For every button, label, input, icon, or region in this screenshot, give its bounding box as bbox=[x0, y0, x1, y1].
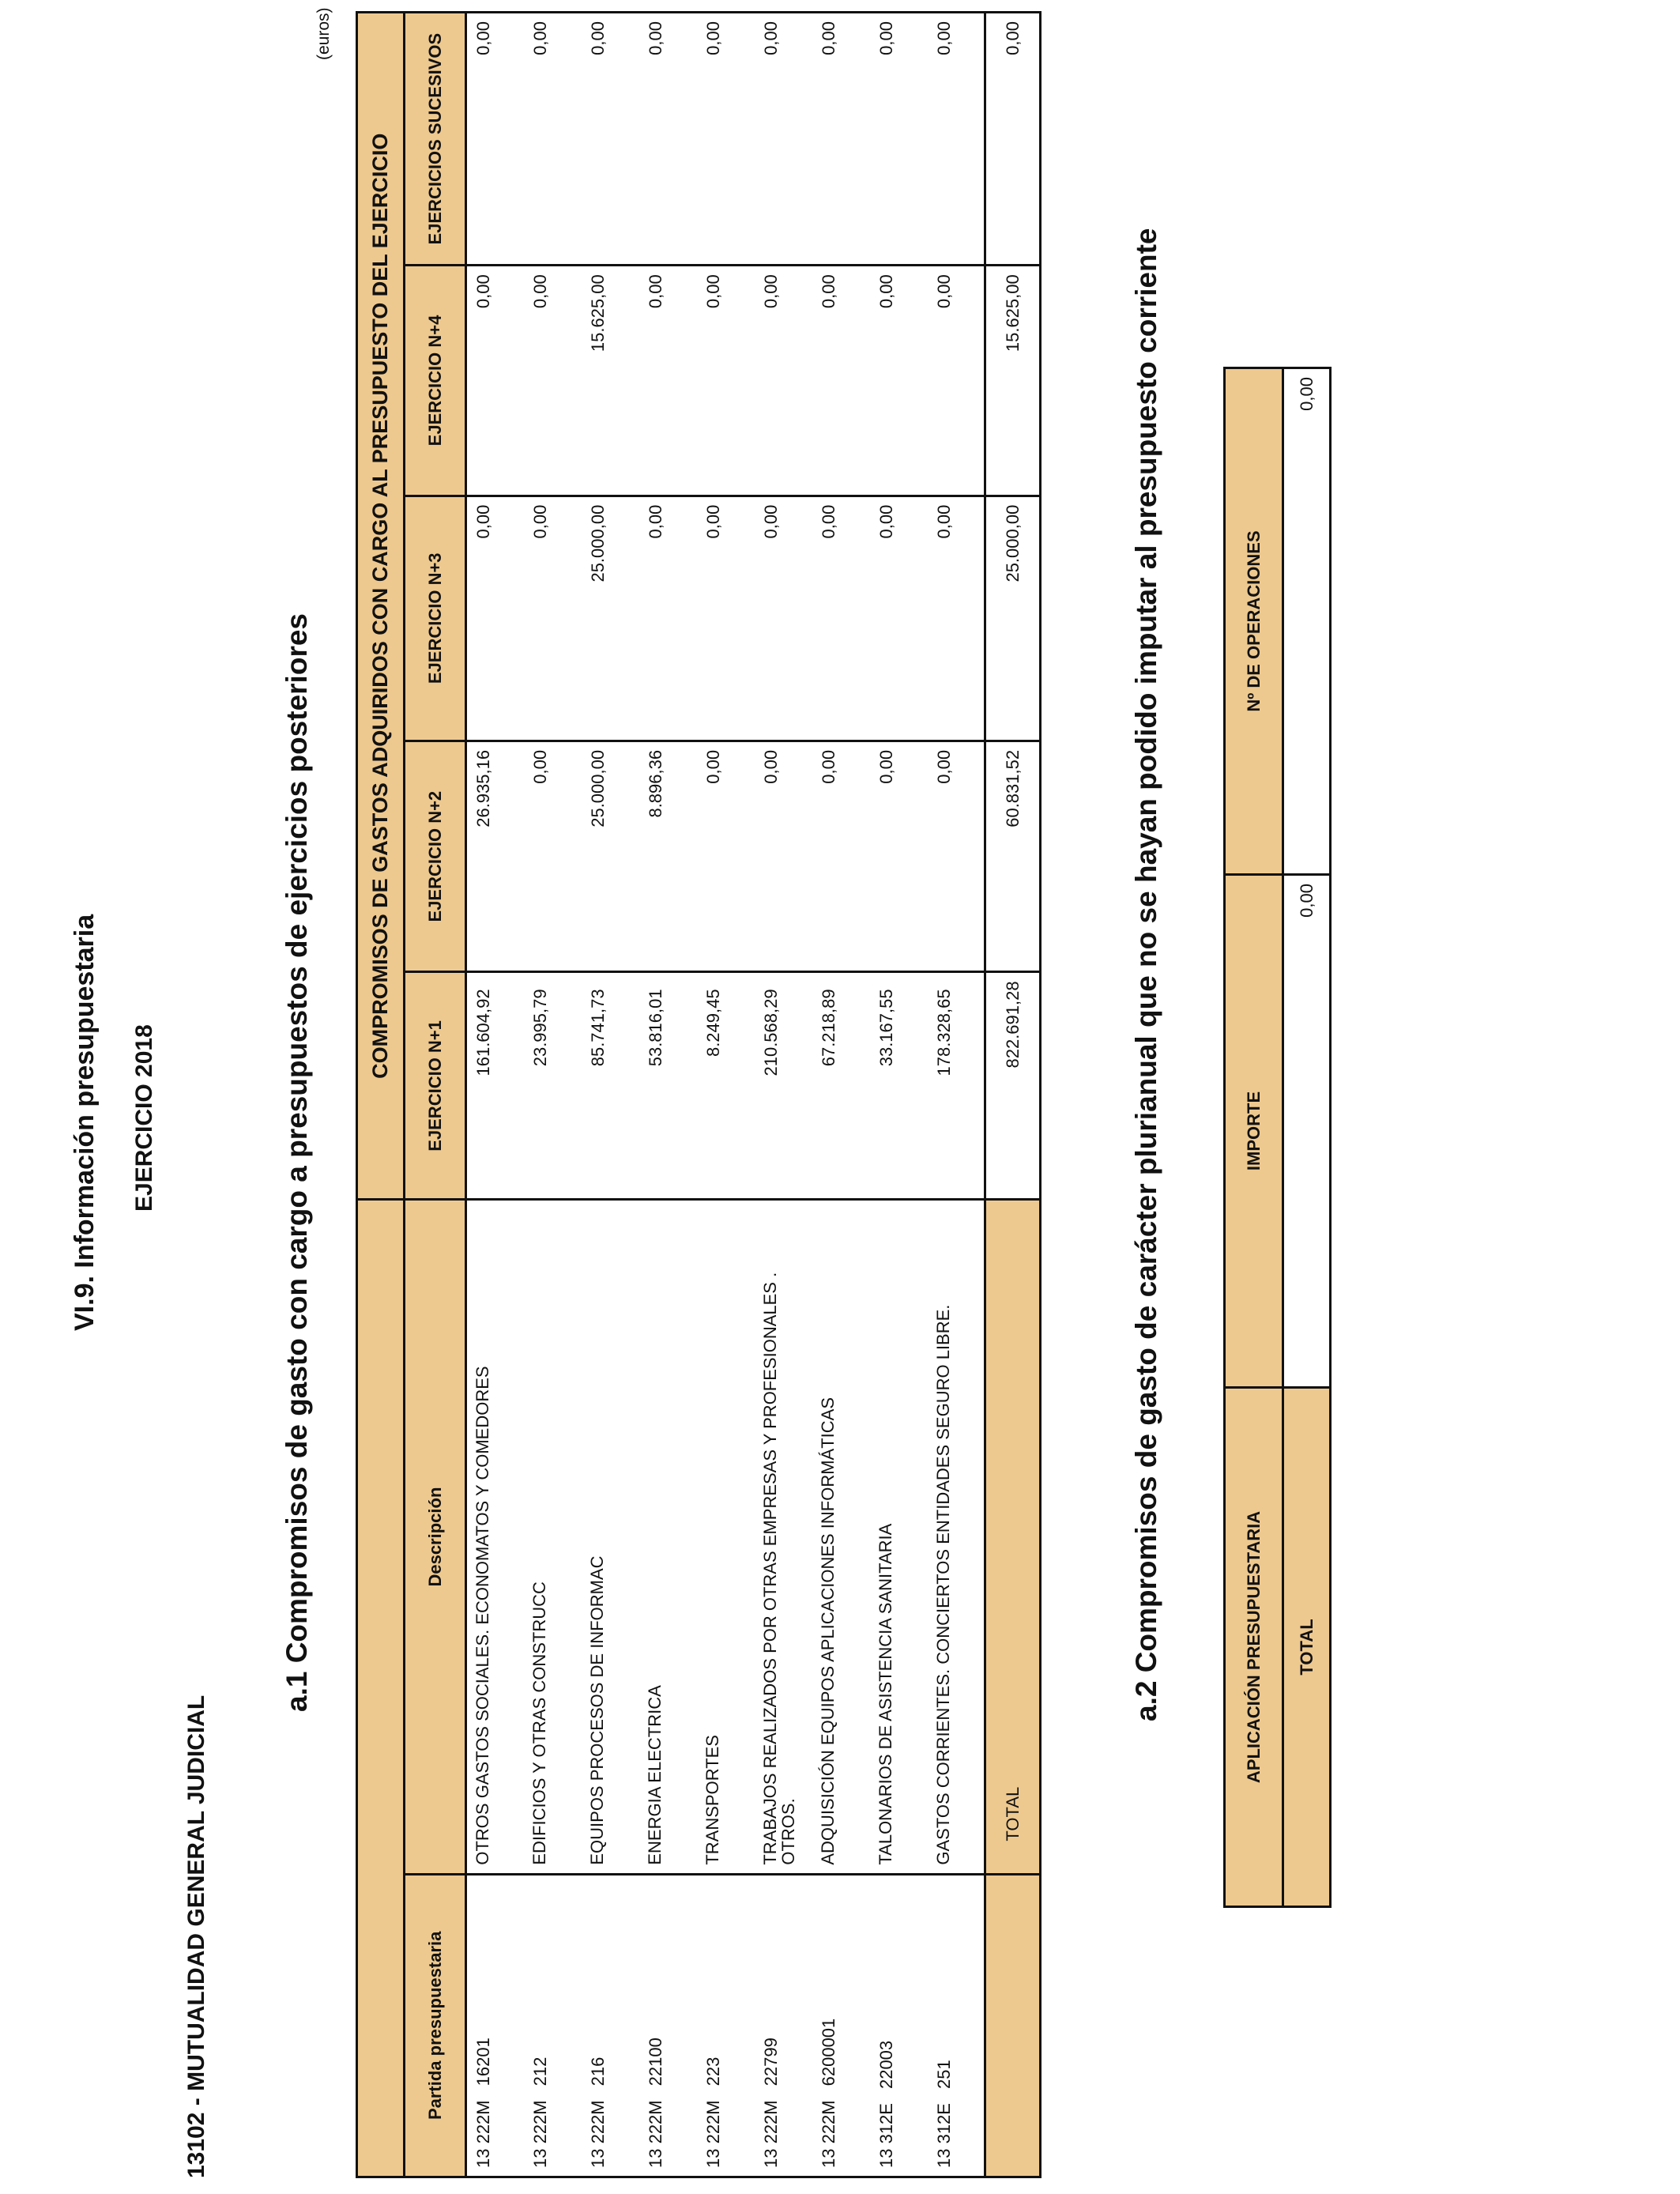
table-row bbox=[582, 13, 639, 2177]
a2-total-label: TOTAL bbox=[1283, 1387, 1331, 1906]
n4-cell: 15.625,00 bbox=[582, 266, 639, 496]
sucesivos-cell: 0,00 bbox=[524, 13, 582, 266]
description-cell: EQUIPOS PROCESOS DE INFORMAC bbox=[582, 1200, 639, 1874]
partida-code: 13 222M bbox=[703, 2100, 723, 2168]
partida-subconcept: 251 bbox=[933, 2060, 954, 2090]
partida-cell bbox=[812, 1874, 870, 2177]
commitments-table bbox=[356, 11, 1042, 2178]
col-n1: EJERCICIO N+1 bbox=[405, 972, 466, 1200]
n4-cell: 0,00 bbox=[755, 266, 812, 496]
col-partida: Partida presupuestaria bbox=[405, 1874, 466, 2177]
table-row bbox=[870, 13, 928, 2177]
n1-cell: 85.741,73 bbox=[582, 972, 639, 1200]
partida-code: 13 222M bbox=[645, 2100, 665, 2168]
description-cell: ADQUISICIÓN EQUIPOS APLICACIONES INFORMÁTICAS bbox=[812, 1200, 870, 1874]
col-n4: EJERCICIO N+4 bbox=[405, 266, 466, 496]
partida-code: 13 222M bbox=[818, 2100, 838, 2168]
n2-cell: 0,00 bbox=[697, 741, 755, 972]
n3-cell: 0,00 bbox=[928, 496, 985, 741]
total-blank-cell bbox=[985, 1874, 1041, 2177]
partida-subconcept: 16201 bbox=[473, 2038, 493, 2087]
col-n3: EJERCICIO N+3 bbox=[405, 496, 466, 741]
plurianual-table bbox=[1223, 367, 1332, 1908]
partida-subconcept: 22003 bbox=[876, 2040, 896, 2090]
n2-cell: 25.000,00 bbox=[582, 741, 639, 972]
sucesivos-cell: 0,00 bbox=[582, 13, 639, 266]
n2-cell: 26.935,16 bbox=[466, 741, 524, 972]
partida-cell bbox=[639, 1874, 697, 2177]
partida-subconcept: 223 bbox=[703, 2056, 723, 2087]
partida-code: 13 222M bbox=[529, 2100, 550, 2168]
col-importe: IMPORTE bbox=[1225, 875, 1283, 1388]
n1-cell: 161.604,92 bbox=[466, 972, 524, 1200]
n4-cell: 0,00 bbox=[812, 266, 870, 496]
n3-cell: 0,00 bbox=[755, 496, 812, 741]
table-row bbox=[812, 13, 870, 2177]
n1-cell: 53.816,01 bbox=[639, 972, 697, 1200]
col-operaciones: Nº DE OPERACIONES bbox=[1225, 368, 1283, 875]
partida-subconcept: 212 bbox=[529, 2056, 550, 2087]
total-n3: 25.000,00 bbox=[985, 496, 1041, 741]
partida-code: 13 312E bbox=[933, 2103, 954, 2168]
col-aplicacion: APLICACIÓN PRESUPUESTARIA bbox=[1225, 1387, 1283, 1906]
group-header: COMPROMISOS DE GASTOS ADQUIRIDOS CON CARGO AL PRESUPUESTO DEL EJERCICIO bbox=[357, 13, 405, 1200]
table-row bbox=[466, 13, 524, 2177]
units-note: (euros) bbox=[315, 7, 333, 60]
partida-cell bbox=[466, 1874, 524, 2177]
n1-cell: 8.249,45 bbox=[697, 972, 755, 1200]
partida-subconcept: 22100 bbox=[645, 2038, 665, 2087]
partida-cell bbox=[524, 1874, 582, 2177]
n3-cell: 0,00 bbox=[524, 496, 582, 741]
n1-cell: 210.568,29 bbox=[755, 972, 812, 1200]
n4-cell: 0,00 bbox=[639, 266, 697, 496]
partida-subconcept: 216 bbox=[587, 2056, 608, 2087]
total-sucesivos: 0,00 bbox=[985, 13, 1041, 266]
n4-cell: 0,00 bbox=[524, 266, 582, 496]
n3-cell: 25.000,00 bbox=[582, 496, 639, 741]
total-n2: 60.831,52 bbox=[985, 741, 1041, 972]
n3-cell: 0,00 bbox=[697, 496, 755, 741]
sucesivos-cell: 0,00 bbox=[928, 13, 985, 266]
partida-code: 13 312E bbox=[876, 2103, 896, 2168]
n2-cell: 0,00 bbox=[870, 741, 928, 972]
table-row bbox=[697, 13, 755, 2177]
a2-total-importe: 0,00 bbox=[1283, 875, 1331, 1388]
description-cell: TRABAJOS REALIZADOS POR OTRAS EMPRESAS Y PROFESIONALES . OTROS. bbox=[755, 1200, 812, 1874]
partida-subconcept: 6200001 bbox=[818, 2018, 838, 2087]
header-blank bbox=[357, 1200, 405, 2177]
n4-cell: 0,00 bbox=[697, 266, 755, 496]
n3-cell: 0,00 bbox=[870, 496, 928, 741]
partida-cell bbox=[697, 1874, 755, 2177]
n2-cell: 0,00 bbox=[812, 741, 870, 972]
n1-cell: 67.218,89 bbox=[812, 972, 870, 1200]
n2-cell: 8.896,36 bbox=[639, 741, 697, 972]
partida-code: 13 222M bbox=[587, 2100, 608, 2168]
n1-cell: 23.995,79 bbox=[524, 972, 582, 1200]
sucesivos-cell: 0,00 bbox=[755, 13, 812, 266]
description-cell: EDIFICIOS Y OTRAS CONSTRUCC bbox=[524, 1200, 582, 1874]
description-cell: GASTOS CORRIENTES. CONCIERTOS ENTIDADES SEGURO LIBRE. bbox=[928, 1200, 985, 1874]
entity-title: 13102 - MUTUALIDAD GENERAL JUDICIAL bbox=[183, 1695, 209, 2178]
table-row bbox=[928, 13, 985, 2177]
n3-cell: 0,00 bbox=[639, 496, 697, 741]
partida-code: 13 222M bbox=[473, 2100, 493, 2168]
n4-cell: 0,00 bbox=[870, 266, 928, 496]
total-row bbox=[985, 13, 1041, 2177]
n4-cell: 0,00 bbox=[928, 266, 985, 496]
year-title: EJERCICIO 2018 bbox=[131, 1024, 157, 1212]
description-cell: TALONARIOS DE ASISTENCIA SANITARIA bbox=[870, 1200, 928, 1874]
col-n2: EJERCICIO N+2 bbox=[405, 741, 466, 972]
n1-cell: 33.167,55 bbox=[870, 972, 928, 1200]
partida-code: 13 222M bbox=[760, 2100, 781, 2168]
n4-cell: 0,00 bbox=[466, 266, 524, 496]
partida-cell bbox=[928, 1874, 985, 2177]
a2-total-operaciones: 0,00 bbox=[1283, 368, 1331, 875]
table-row bbox=[639, 13, 697, 2177]
sucesivos-cell: 0,00 bbox=[870, 13, 928, 266]
n1-cell: 178.328,65 bbox=[928, 972, 985, 1200]
section-title: VI.9. Información presupuestaria bbox=[70, 914, 100, 1331]
n2-cell: 0,00 bbox=[524, 741, 582, 972]
partida-cell bbox=[582, 1874, 639, 2177]
partida-cell bbox=[870, 1874, 928, 2177]
description-cell: TRANSPORTES bbox=[697, 1200, 755, 1874]
table-row bbox=[524, 13, 582, 2177]
n2-cell: 0,00 bbox=[755, 741, 812, 972]
n2-cell: 0,00 bbox=[928, 741, 985, 972]
partida-subconcept: 22799 bbox=[760, 2038, 781, 2087]
n3-cell: 0,00 bbox=[466, 496, 524, 741]
sucesivos-cell: 0,00 bbox=[639, 13, 697, 266]
sucesivos-cell: 0,00 bbox=[466, 13, 524, 266]
col-descripcion: Descripción bbox=[405, 1200, 466, 1874]
partida-cell bbox=[755, 1874, 812, 2177]
total-n4: 15.625,00 bbox=[985, 266, 1041, 496]
a2-total-row bbox=[1283, 368, 1331, 1907]
total-n1: 822.691,28 bbox=[985, 972, 1041, 1200]
a2-title: a.2 Compromisos de gasto de carácter plurianual que no se hayan podido imputar al presupuesto corriente bbox=[1130, 228, 1162, 1721]
sucesivos-cell: 0,00 bbox=[812, 13, 870, 266]
description-cell: ENERGIA ELECTRICA bbox=[639, 1200, 697, 1874]
total-label: TOTAL bbox=[985, 1200, 1041, 1874]
col-sucesivos: EJERCICIOS SUCESIVOS bbox=[405, 13, 466, 266]
description-cell: OTROS GASTOS SOCIALES. ECONOMATOS Y COMEDORES bbox=[466, 1200, 524, 1874]
a1-title: a.1 Compromisos de gasto con cargo a presupuestos de ejercicios posteriores bbox=[281, 613, 313, 1712]
sucesivos-cell: 0,00 bbox=[697, 13, 755, 266]
table-row bbox=[755, 13, 812, 2177]
n3-cell: 0,00 bbox=[812, 496, 870, 741]
